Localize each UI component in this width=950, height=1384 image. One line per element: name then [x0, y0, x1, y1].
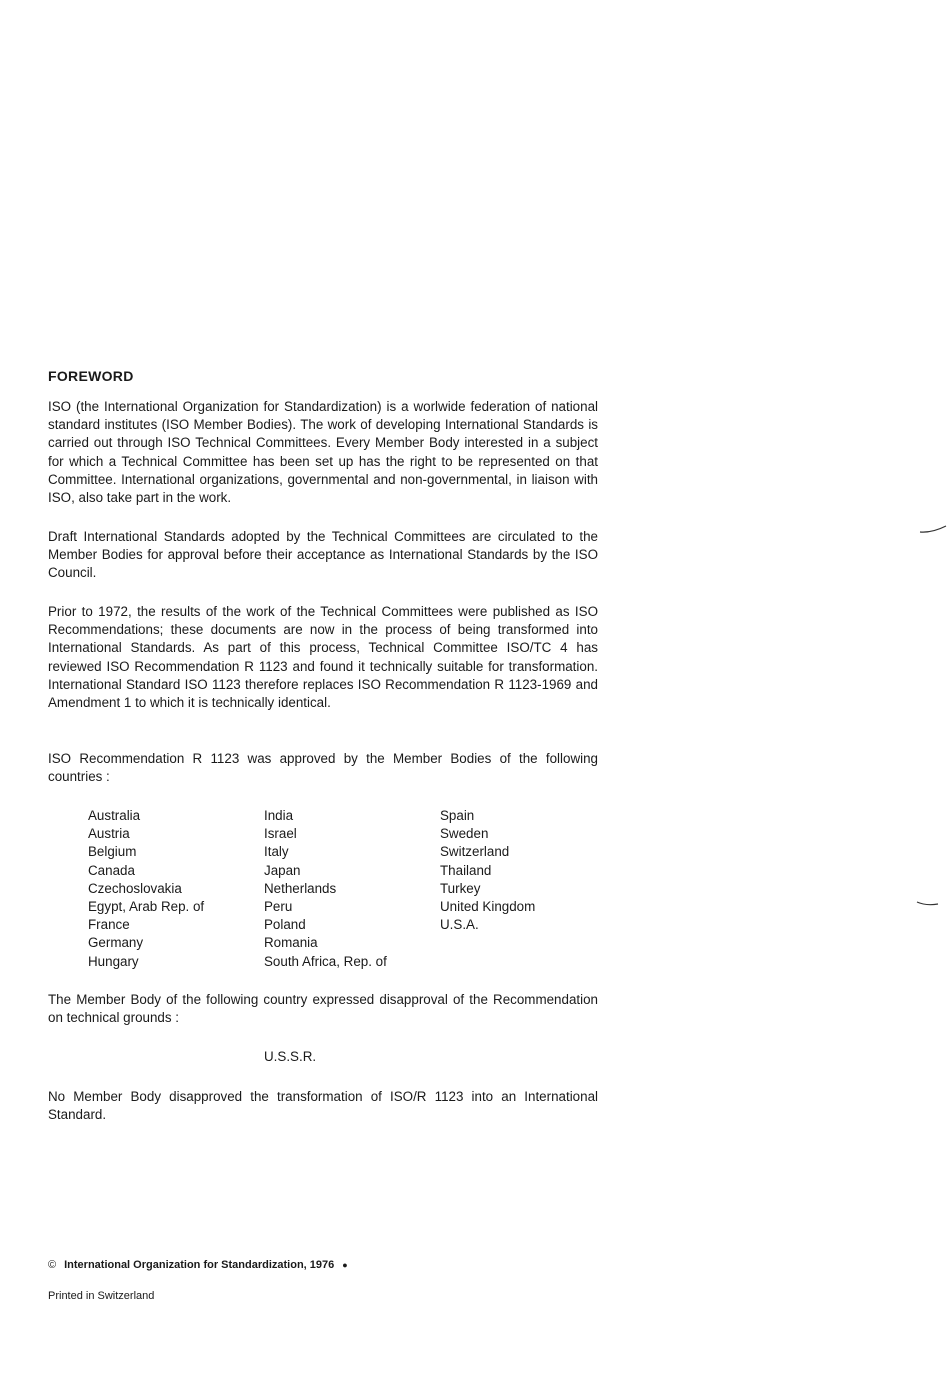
- copyright-icon: ©: [48, 1259, 57, 1271]
- country-item: Spain: [440, 808, 475, 823]
- country-item: Romania: [264, 935, 318, 951]
- paragraph-disapproval: The Member Body of the following country expressed disapproval of the Recommendation on technical grounds :: [48, 992, 598, 1026]
- country-item: South Africa, Rep. of: [264, 953, 387, 969]
- country-item: Israel: [264, 826, 297, 842]
- country-item: Austria: [88, 826, 130, 842]
- bullet-icon: ●: [342, 1260, 348, 1270]
- copyright-text: International Organization for Standardization, 1976: [64, 1259, 335, 1271]
- country-item: Sweden: [440, 826, 489, 842]
- country-item: Peru: [264, 899, 293, 915]
- country-item: Germany: [88, 935, 144, 951]
- disapproving-country: U.S.S.R.: [264, 1049, 317, 1064]
- country-item: Canada: [88, 862, 135, 878]
- country-item: Turkey: [440, 880, 481, 896]
- country-item: Hungary: [88, 953, 139, 969]
- countries-column-2: [264, 807, 434, 971]
- printed-location: Printed in Switzerland: [48, 1290, 155, 1302]
- country-item: Japan: [264, 862, 301, 878]
- scan-mark: [918, 520, 948, 536]
- country-item: Australia: [88, 808, 141, 823]
- paragraph-draft-standards: Draft International Standards adopted by the Technical Committees are circulated to the Member Bodies for approval before their acceptance as International Standards by the ISO Council.: [48, 529, 598, 581]
- country-item: France: [88, 917, 130, 933]
- foreword-heading: FOREWORD: [48, 368, 134, 384]
- paragraph-closing: No Member Body disapproved the transformation of ISO/R 1123 into an International Standard.: [48, 1089, 598, 1123]
- country-item: Thailand: [440, 862, 492, 878]
- country-item: India: [264, 808, 294, 823]
- paragraph-approval-intro: ISO Recommendation R 1123 was approved by the Member Bodies of the following countries :: [48, 751, 598, 785]
- paragraph-iso-description: ISO (the International Organization for Standardization) is a worlwide federation of national standard institutes (ISO Member Bodies). The work of developing International Standards is carried out through ISO Technical Committees. Every Member Body interested in a subject for which a Technical Committee has been set up has the right to be represented on that Committee. International organizations, governmental and non-governmental, in liaison with ISO, also take part in the work.: [48, 399, 598, 506]
- country-item: Switzerland: [440, 844, 510, 860]
- scan-mark: [914, 896, 940, 910]
- country-item: Czechoslovakia: [88, 880, 182, 896]
- copyright-line: [48, 1259, 348, 1271]
- country-item: Belgium: [88, 844, 137, 860]
- country-item: Poland: [264, 917, 306, 933]
- paragraph-transformation: Prior to 1972, the results of the work of the Technical Committees were published as ISO Recommendations; these documents are now in the process of being transformed into International Standards. As part of this process, Technical Committee ISO/TC 4 has reviewed ISO Recommendation R 1123 and found it technically suitable for transformation. International Standard ISO 1123 therefore replaces ISO Recommendation R 1123-1969 and Amendment 1 to which it is technically identical.: [48, 604, 598, 711]
- country-item: Egypt, Arab Rep. of: [88, 899, 205, 915]
- country-item: Netherlands: [264, 880, 337, 896]
- country-item: United Kingdom: [440, 899, 536, 915]
- country-item: U.S.A.: [440, 917, 479, 933]
- countries-column-3: [440, 807, 610, 934]
- countries-column-1: [88, 807, 258, 971]
- country-item: Italy: [264, 844, 289, 860]
